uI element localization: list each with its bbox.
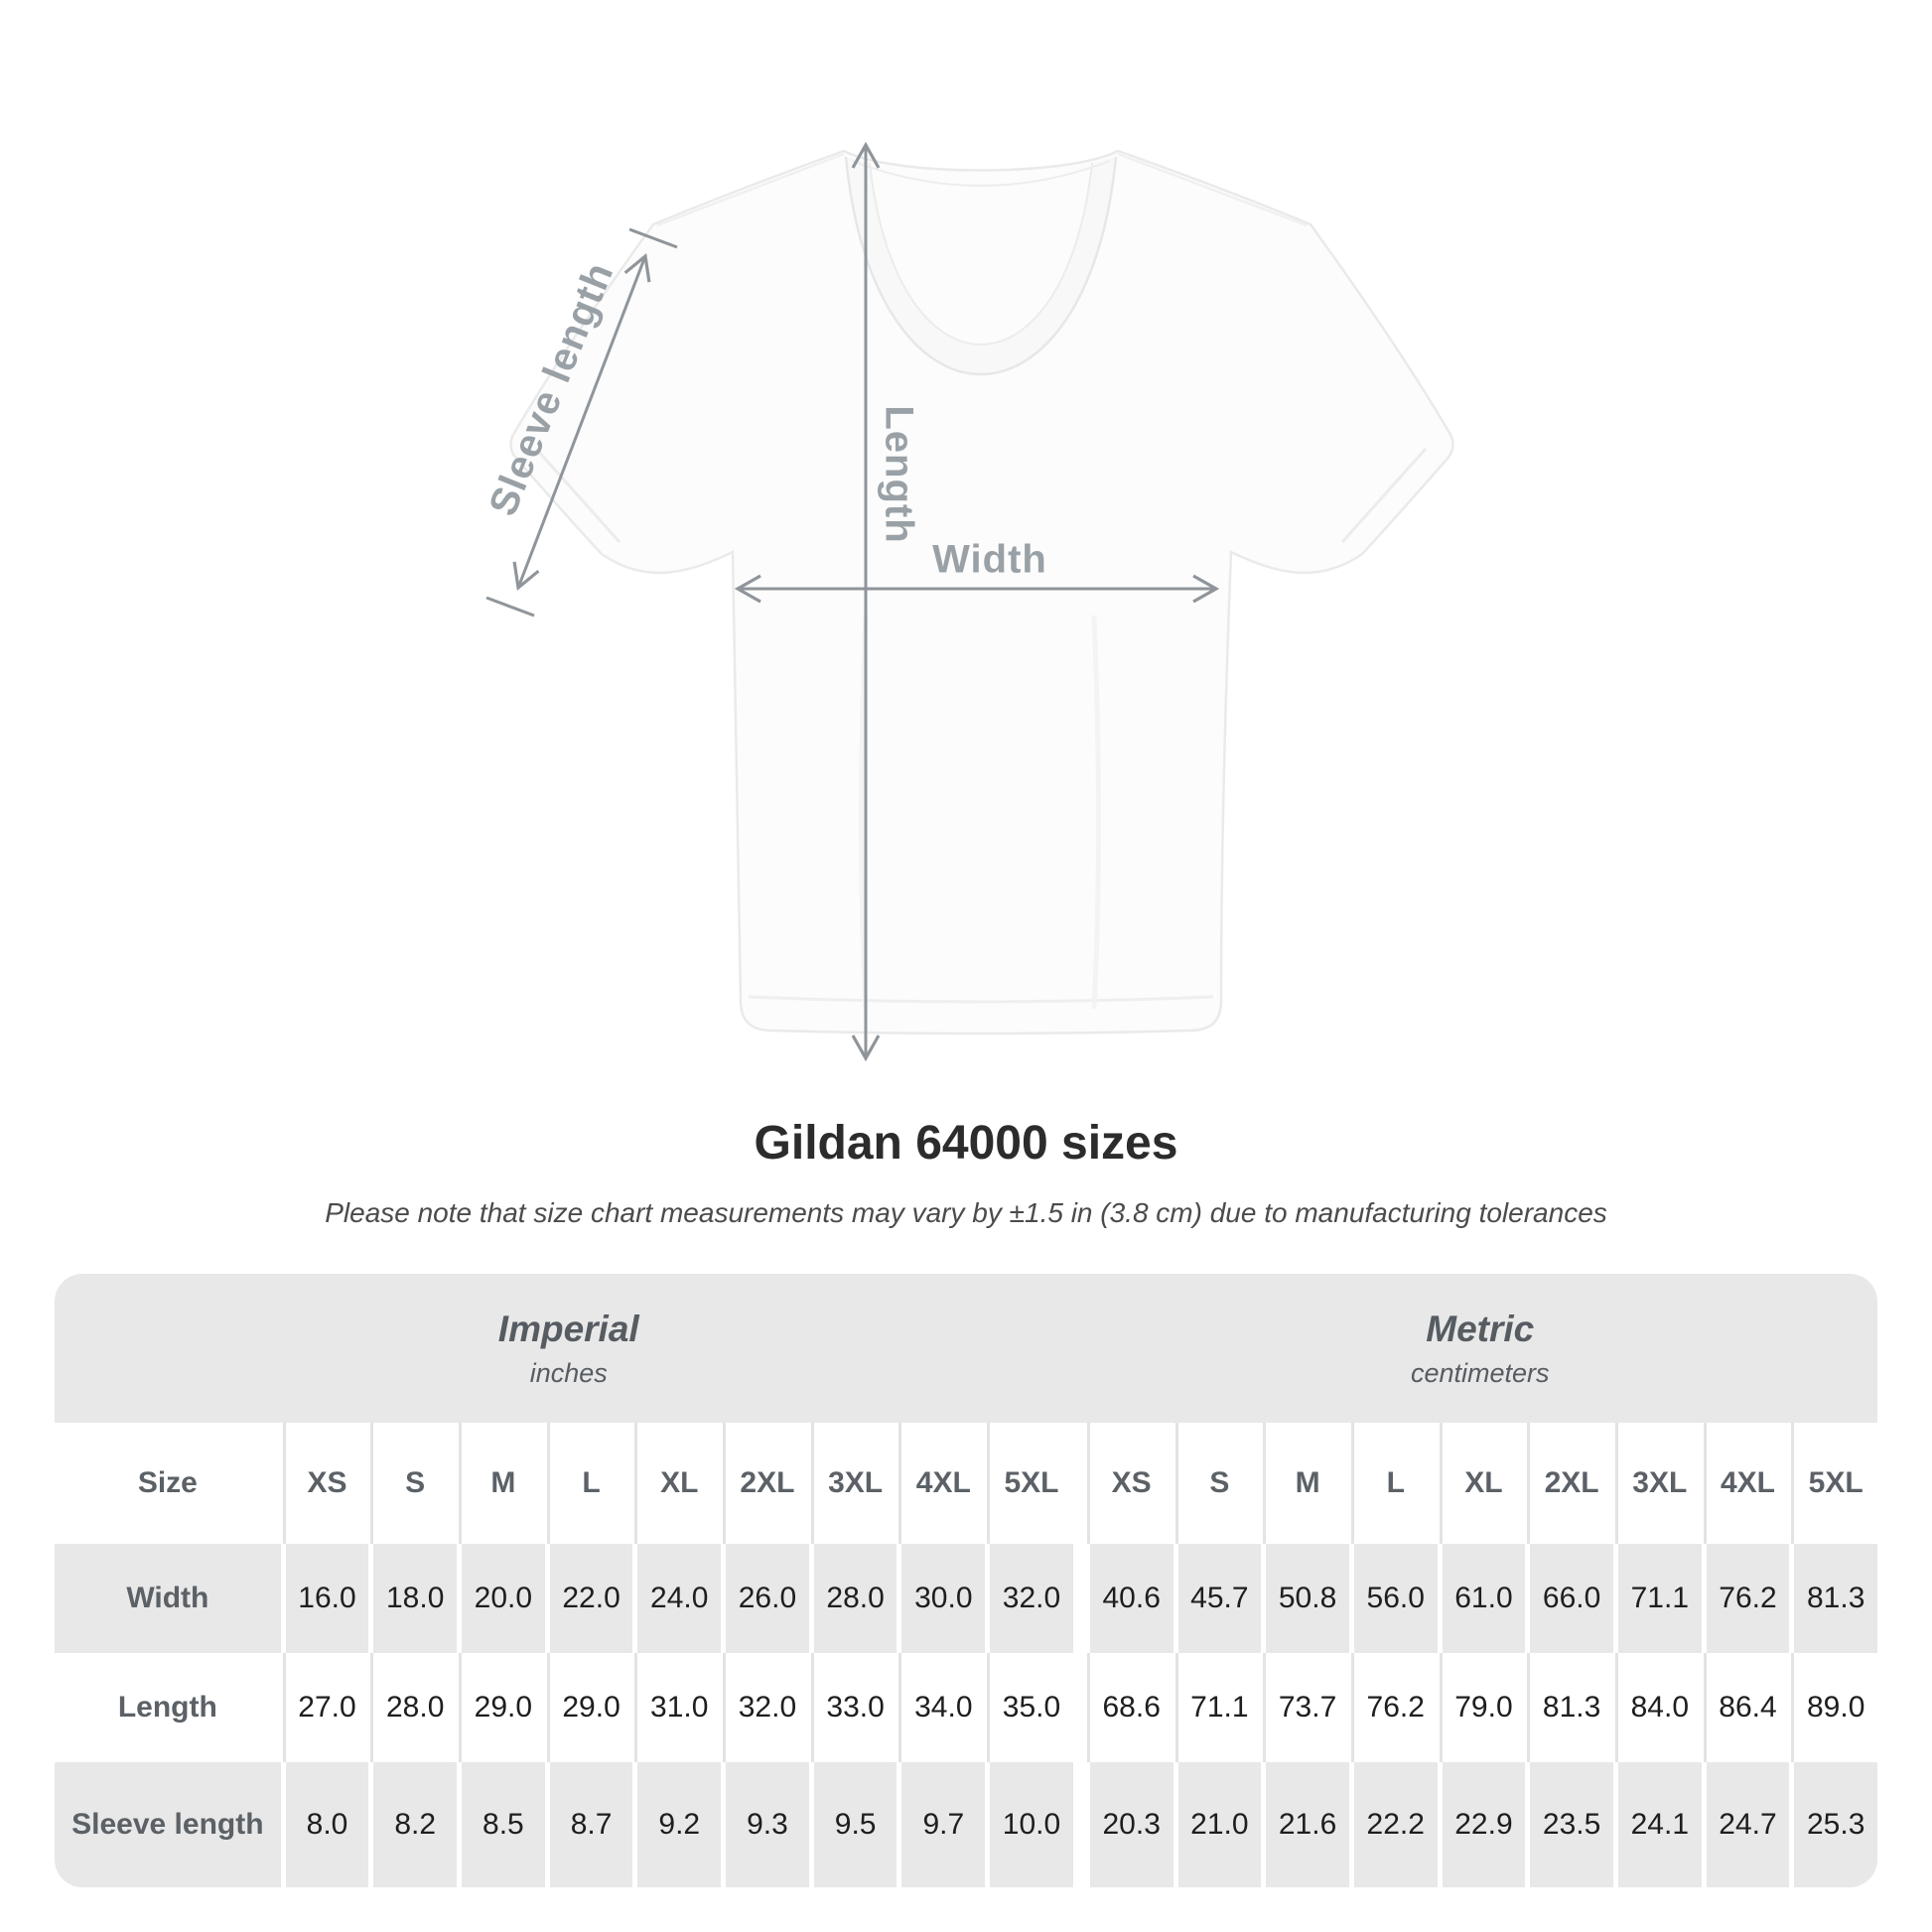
value-cell: 86.4 xyxy=(1707,1653,1790,1762)
value-cell: 31.0 xyxy=(637,1653,721,1762)
value-cell: 79.0 xyxy=(1443,1653,1526,1762)
size-col-header: L xyxy=(550,1423,633,1544)
size-col-header: 5XL xyxy=(990,1423,1073,1544)
sleeve-length-label: Sleeve length xyxy=(481,255,622,522)
table-row-sleeve-length xyxy=(55,1762,1877,1887)
size-col-header: L xyxy=(1354,1423,1438,1544)
value-cell: 8.7 xyxy=(550,1762,633,1887)
value-cell: 81.3 xyxy=(1794,1544,1877,1653)
value-cell: 76.2 xyxy=(1707,1544,1790,1653)
size-col-header: XS xyxy=(286,1423,369,1544)
size-col-header: 2XL xyxy=(726,1423,809,1544)
value-cell: 20.3 xyxy=(1090,1762,1173,1887)
value-cell: 18.0 xyxy=(373,1544,457,1653)
value-cell: 50.8 xyxy=(1266,1544,1349,1653)
tolerance-note: Please note that size chart measurements may vary by ±1.5 in (3.8 cm) due to manufacturing tolerances xyxy=(325,1197,1607,1228)
value-cell: 25.3 xyxy=(1794,1762,1877,1887)
row-label-length: Length xyxy=(55,1653,281,1762)
value-cell: 23.5 xyxy=(1530,1762,1613,1887)
value-cell: 73.7 xyxy=(1266,1653,1349,1762)
value-cell: 22.2 xyxy=(1354,1762,1438,1887)
size-col-header: XL xyxy=(637,1423,721,1544)
value-cell: 9.2 xyxy=(637,1762,721,1887)
size-col-header: S xyxy=(373,1423,457,1544)
sleeve-arrow-bottom-tick xyxy=(486,598,534,616)
value-cell: 71.1 xyxy=(1618,1544,1702,1653)
page-title: Gildan 64000 sizes xyxy=(754,1117,1178,1170)
value-cell: 22.0 xyxy=(550,1544,633,1653)
value-cell: 20.0 xyxy=(462,1544,545,1653)
value-cell: 8.0 xyxy=(286,1762,369,1887)
value-cell: 29.0 xyxy=(550,1653,633,1762)
size-col-header: 3XL xyxy=(1618,1423,1702,1544)
imperial-group-title: Imperial xyxy=(497,1308,639,1349)
value-cell: 34.0 xyxy=(901,1653,985,1762)
size-header-row xyxy=(55,1423,1877,1544)
imperial-group-unit: inches xyxy=(529,1357,608,1388)
value-cell: 66.0 xyxy=(1530,1544,1613,1653)
size-col-header: 5XL xyxy=(1794,1423,1877,1544)
size-col-header: 4XL xyxy=(901,1423,985,1544)
table-row-width xyxy=(55,1544,1877,1653)
length-label: Length xyxy=(877,405,921,544)
value-cell: 8.2 xyxy=(373,1762,457,1887)
value-cell: 24.0 xyxy=(637,1544,721,1653)
size-col-header: M xyxy=(1266,1423,1349,1544)
value-cell: 56.0 xyxy=(1354,1544,1438,1653)
value-cell: 26.0 xyxy=(726,1544,809,1653)
size-col-header: 3XL xyxy=(814,1423,897,1544)
value-cell: 9.7 xyxy=(901,1762,985,1887)
size-header-cell: Size xyxy=(55,1423,281,1544)
value-cell: 61.0 xyxy=(1443,1544,1526,1653)
value-cell: 10.0 xyxy=(990,1762,1073,1887)
tshirt-body xyxy=(511,151,1453,1034)
value-cell: 21.0 xyxy=(1178,1762,1262,1887)
value-cell: 28.0 xyxy=(814,1544,897,1653)
value-cell: 71.1 xyxy=(1178,1653,1262,1762)
size-col-header: XL xyxy=(1443,1423,1526,1544)
value-cell: 76.2 xyxy=(1354,1653,1438,1762)
value-cell: 81.3 xyxy=(1530,1653,1613,1762)
value-cell: 30.0 xyxy=(901,1544,985,1653)
value-cell: 33.0 xyxy=(814,1653,897,1762)
metric-group-title: Metric xyxy=(1426,1308,1535,1349)
value-cell: 8.5 xyxy=(462,1762,545,1887)
value-cell: 22.9 xyxy=(1443,1762,1526,1887)
value-cell: 21.6 xyxy=(1266,1762,1349,1887)
value-cell: 40.6 xyxy=(1090,1544,1173,1653)
size-col-header: 2XL xyxy=(1530,1423,1613,1544)
value-cell: 89.0 xyxy=(1794,1653,1877,1762)
value-cell: 45.7 xyxy=(1178,1544,1262,1653)
value-cell: 24.7 xyxy=(1707,1762,1790,1887)
value-cell: 27.0 xyxy=(286,1653,369,1762)
value-cell: 9.5 xyxy=(814,1762,897,1887)
row-label-sleeve-length: Sleeve length xyxy=(55,1762,281,1887)
value-cell: 24.1 xyxy=(1618,1762,1702,1887)
value-cell: 16.0 xyxy=(286,1544,369,1653)
value-cell: 68.6 xyxy=(1090,1653,1173,1762)
value-cell: 35.0 xyxy=(990,1653,1073,1762)
size-col-header: XS xyxy=(1090,1423,1173,1544)
value-cell: 84.0 xyxy=(1618,1653,1702,1762)
size-table xyxy=(55,1274,1877,1887)
value-cell: 9.3 xyxy=(726,1762,809,1887)
unit-group-header xyxy=(55,1274,1877,1423)
table-row-length xyxy=(55,1653,1877,1762)
metric-group-unit: centimeters xyxy=(1410,1357,1550,1388)
size-col-header: M xyxy=(462,1423,545,1544)
row-label-width: Width xyxy=(55,1544,281,1653)
value-cell: 32.0 xyxy=(726,1653,809,1762)
imperial-group-header xyxy=(55,1274,1083,1423)
value-cell: 29.0 xyxy=(462,1653,545,1762)
value-cell: 32.0 xyxy=(990,1544,1073,1653)
size-col-header: S xyxy=(1178,1423,1262,1544)
metric-group-header xyxy=(1083,1274,1877,1423)
size-col-header: 4XL xyxy=(1707,1423,1790,1544)
value-cell: 28.0 xyxy=(373,1653,457,1762)
width-label: Width xyxy=(932,537,1047,582)
